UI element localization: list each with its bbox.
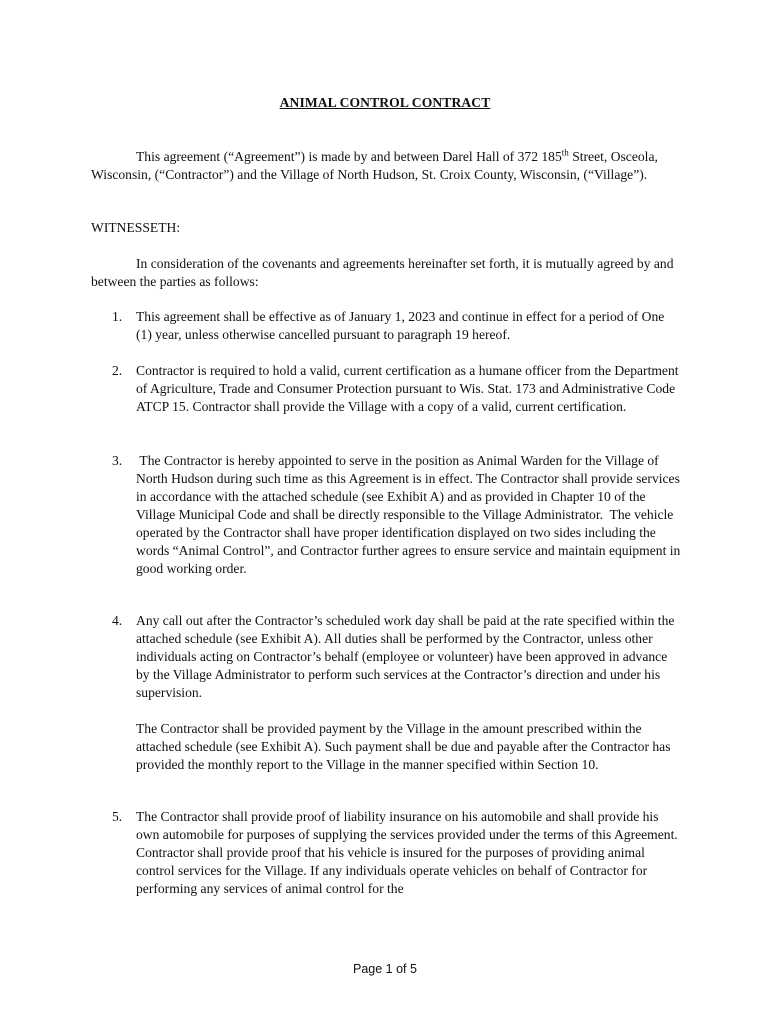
item-text: Any call out after the Contractor’s scheduled work day shall be paid at the rate specified within the attached schedule (see Exhibit A). All duties shall be performed by the Contractor, unless other individuals acting on Contractor’s behalf (employee or volunteer) have been approved in advance by the Village Administrator to perform such services at the Contractor’s direction and under his supervision. [136, 613, 675, 700]
item-number: 5. [112, 809, 123, 824]
witnesseth-heading: WITNESSETH: [91, 220, 181, 235]
item-number: 1. [112, 309, 123, 324]
item-text: Contractor is required to hold a valid, current certification as a humane officer from the Department of Agriculture, Trade and Consumer Protection pursuant to Wis. Stat. 173 and Administrative Code ATCP 15. Contractor shall provide the Village with a copy of a valid, current certification. [136, 363, 679, 414]
item-text: The Contractor shall provide proof of liability insurance on his automobile and shall provide his own automobile for purposes of supplying the services provided under the terms of this Agreement. Contractor shall provide proof that his vehicle is insured for the purposes of providing animal control services for the Village. If any individuals operate vehicles on behalf of Contractor for performing any services of animal control for the [136, 809, 678, 896]
item-number: 4. [112, 613, 123, 628]
document-title: ANIMAL CONTROL CONTRACT [279, 95, 491, 110]
intro-paragraph [91, 148, 681, 184]
item-text-continued: The Contractor shall be provided payment by the Village in the amount prescribed within the attached schedule (see Exhibit A). Such payment shall be due and payable after the Contractor has provided the monthly report to the Village in the manner specified within Section 10. [136, 721, 671, 772]
page-number-footer: Page 1 of 5 [353, 962, 417, 976]
item-number: 2. [112, 363, 123, 378]
list-item-5 [112, 808, 682, 898]
list-item-3 [112, 452, 682, 578]
intro-text-part2: Street, Osceola, Wisconsin, (“Contractor”) and the Village of North Hudson, St. Croix County, Wisconsin, (“Village”). [91, 149, 658, 182]
list-item-1 [112, 308, 682, 344]
list-item-4 [112, 612, 682, 774]
item-text: This agreement shall be effective as of January 1, 2023 and continue in effect for a period of One (1) year, unless otherwise cancelled pursuant to paragraph 19 hereof. [136, 309, 665, 342]
intro-text-part1: This agreement (“Agreement”) is made by and between Darel Hall of 372 185 [136, 149, 562, 164]
intro-ordinal-suffix: th [561, 147, 569, 158]
list-item-2 [112, 362, 682, 416]
item-number: 3. [112, 453, 123, 468]
consideration-paragraph: In consideration of the covenants and agreements hereinafter set forth, it is mutually agreed by and between the parties as follows: [91, 256, 674, 289]
item-text: The Contractor is hereby appointed to serve in the position as Animal Warden for the Village of North Hudson during such time as this Agreement is in effect. The Contractor shall provide services in accordance with the attached schedule (see Exhibit A) and as provided in Chapter 10 of the Village Municipal Code and shall be directly responsible to the Village Administrator. The vehicle operated by the Contractor shall have proper identification displayed on two sides including the words “Animal Control”, and Contractor further agrees to ensure service and maintain equipment in good working order. [136, 453, 684, 576]
